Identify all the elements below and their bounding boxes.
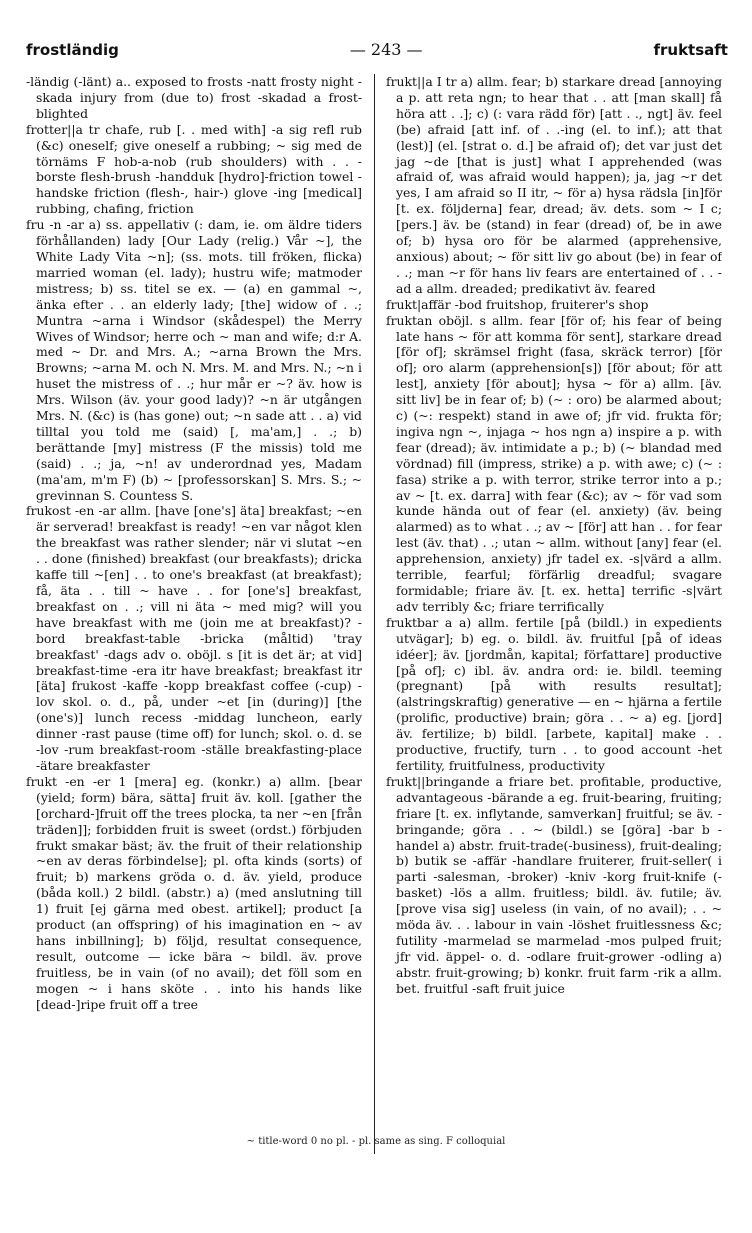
header-left-guideword: frostländig [26, 41, 119, 59]
column-divider [374, 74, 375, 1154]
entry-fru: fru -n -ar a) ss. appellativ (: dam, ie. om äldre tiders förhållanden) lady [Our Lady (relig.) Vår ~], the White Lady Vita ~n]; (ss. mots. till fröken, flicka) married woman (el. lady); hustru wife; matmoder mistress; b) ss. titel se ex. — (a) en gammal ~, änka efter . . an elderly lady; [the] widow of . .; Muntra ~arna i Windsor (skådespel) the Merry Wives of Windsor; herre och ~ man and wife; d:r A. med ~ Dr. and Mrs. A.; ~arna Brown the Mrs. Browns; ~arna M. och N. Mrs. M. and Mrs. N.; ~n i huset the mistress of . .; hur mår er ~? äv. how is Mrs. Wilson (äv. your good lady)? ~n är utgången Mrs. N. (&c) is (has gone) out; ~n sade att . . a) vid tilltal you told me (said) [, ma'am,] . .; b) berättande [my] mistress (F the missis) told me (said) . .; ja, ~n! av underordnad yes, Madam (ma'am, m'm F) (b) ~ [professorskan] S. Mrs. S.; ~ grevinnan S. Countess S. [26, 217, 362, 503]
entry-fruktbar: fruktbar a a) allm. fertile [på (bildl.) in expedients utvägar]; b) eg. o. bildl. äv. fruitful [på of ideas idéer]; äv. [jordmån, kapital; författare] productive [på of]; c) ibl. äv. andra ord: ie. bildl. teeming (pregnant) [på with results resultat]; (alstringskraftig) generative — en ~ hjärna a fertile (prolific, productive) brain; göra . . ~ a) eg. [jord] äv. fertilize; b) bildl. [arbete, kapital] make . . productive, fructify, turn . . to good account -het fertility, fruitfulness, productivity [386, 614, 722, 773]
entry-frukta: frukt||a I tr a) allm. fear; b) starkare dread [annoying a p. att reta ngn; to hear that . . att [man skall] få höra att . .]; c) (: vara rädd för) [att . ., ngt] äv. feel (be) afraid [att inf. of . .-ing (el. to inf.); att that (lest)] (el. [strat o. d.] be afraid of); det var just det jag ~de [that is just] what I apprehended (was afraid of, was afraid would happen); ja, jag ~r det yes, I am afraid so II itr, ~ för a) hysa rädsla [in]för [t. ex. följderna] fear, dread; äv. dets. som ~ I c; [pers.] äv. be (stand) in fear (dread) of, be in awe of; b) hysa oro för be alarmed (apprehensive, anxious) about; ~ för sitt liv go about (be) in fear of . .; man ~r för hans liv fears are entertained of . . -ad a allm. dreaded; predikativt äv. feared [386, 74, 722, 296]
entry-fruktaffar: frukt|affär -bod fruitshop, fruiterer's shop [386, 296, 649, 312]
right-column [386, 74, 722, 1154]
page-header [26, 40, 728, 64]
columns [26, 74, 728, 1154]
footer-legend: ~ title-word 0 no pl. - pl. same as sing. F colloquial [246, 1136, 506, 1147]
abbreviation-key [0, 1136, 752, 1147]
entry-frostlandig: -ländig (-länt) a.. exposed to frosts -natt frosty night -skada injury from (due to) frost -skadad a frost-blighted [26, 74, 362, 121]
entry-frukost: frukost -en -ar allm. [have [one's] äta] breakfast; ~en är serverad! breakfast is ready! ~en var något klen the breakfast was rather slender; när vi slutat ~en . . done (finished) breakfast (our breakfasts); dricka kaffe till ~[en] . . to one's breakfast (at breakfast); få, äta . . till ~ have . . for [one's] breakfast, breakfast on . .; vill ni äta ~ med mig? will you have breakfast with me (join me at breakfast)? -bord breakfast-table -bricka (måltid) 'tray breakfast' -dags adv o. oböjl. s [it is det är; at vid] breakfast-time -era itr have breakfast; breakfast itr [äta] frukost -kaffe -kopp breakfast coffee (-cup) -lov skol. o. d., på, under ~et [in (during)] [the (one's)] lunch recess -middag luncheon, early dinner -rast pause (time off) for lunch; skol. o. d. se -lov -rum breakfast-room -ställe breakfasting-place -ätare breakfaster [26, 503, 362, 773]
entry-frottera: frotter||a tr chafe, rub [. . med with] -a sig refl rub (&c) oneself; give oneself a rubbing; ~ sig med de törnäms F hob-a-nob (rub shoulders) with . . -borste flesh-brush -handduk [hydro]-friction towel -handske friction (flesh-, hair-) glove -ing [medical] rubbing, chafing, friction [26, 121, 362, 217]
header-right-guideword: fruktsaft [653, 41, 728, 59]
entry-fruktan: fruktan oböjl. s allm. fear [för of; his fear of being late hans ~ för att komma för sent], starkare dread [för of]; skrämsel fright (fasa, skräck terror) [för of]; oro alarm (apprehension[s]) [för about; för att lest], anxiety [för about]; hysa ~ för a) allm. [äv. sitt liv] be in fear of; b) (~ : oro) be alarmed about; c) (~: respekt) stand in awe of; jfr vid. frukta för; ingiva ngn ~, injaga ~ hos ngn a) inspire a p. with fear (dread); äv. intimidate a p.; b) (~ blandad med vördnad) fill (impress, strike) a p. with awe; c) (~ : fasa) strike a p. with terror, strike terror into a p.; av ~ [t. ex. darra] with fear (&c); av ~ för vad som kunde hända out of fear (el. anxiety) (äv. being alarmed) as to what . .; av ~ [för] att han . . for fear lest (äv. that) . .; utan ~ allm. without [any] fear (el. apprehension, anxiety) jfr tadel ex. -s|värd a allm. terrible, fearful; förfärlig dreadful; svagare formidable; friare äv. [t. ex. hetta] terrific -s|värt adv terribly &c; friare terrifically [386, 312, 722, 614]
left-column [26, 74, 362, 1154]
page-number: — 243 — [349, 40, 423, 59]
entry-frukt: frukt -en -er 1 [mera] eg. (konkr.) a) allm. [bear (yield; form) bära, sätta] fruit äv. koll. [gather the [orchard-]fruit off the trees plocka, ta ner ~en [från träden]]; forbidden fruit is sweet (ordst.) förbjuden frukt smakar bäst; äv. the fruit of their relationship ~en av deras förbindelse]; pl. ofta kinds (sorts) of fruit; b) markens gröda o. d. äv. yield, produce (båda koll.) 2 bildl. (abstr.) a) (med anslutning till 1) fruit [ej gärna med obest. artikel]; product [a product (an offspring) of his imagination en ~ av hans inbillning]; b) följd, resultat consequence, result, outcome — icke bära ~ bildl. äv. prove fruitless, be in vain (of no avail); det föll som en mogen ~ i hans sköte . . into his hands like [dead-]ripe fruit off a tree [26, 773, 362, 1012]
entry-fruktbringande: frukt||bringande a friare bet. profitable, productive, advantageous -bärande a eg. fruit-bearing, fruiting; friare [t. ex. inflytande, samverkan] fruitful; se äv. -bringande; göra . . ~ (bildl.) se [göra] -bar b -handel a) abstr. fruit-trade(-business), fruit-dealing; b) butik se -affär -handlare fruiterer, fruit-seller( i parti -salesman, -broker) -kniv -korg fruit-knife (-basket) -lös a allm. fruitless; bildl. äv. futile; äv. [prove visa sig] useless (in vain, of no avail); . . ~ möda äv. . . labour in vain -löshet fruitlessness &c; futility -marmelad se marmelad -mos pulped fruit; jfr vid. äppel- o. d. -odlare fruit-grower -odling a) abstr. fruit-growing; b) konkr. fruit farm -rik a allm. bet. fruitful -saft fruit juice [386, 773, 722, 996]
